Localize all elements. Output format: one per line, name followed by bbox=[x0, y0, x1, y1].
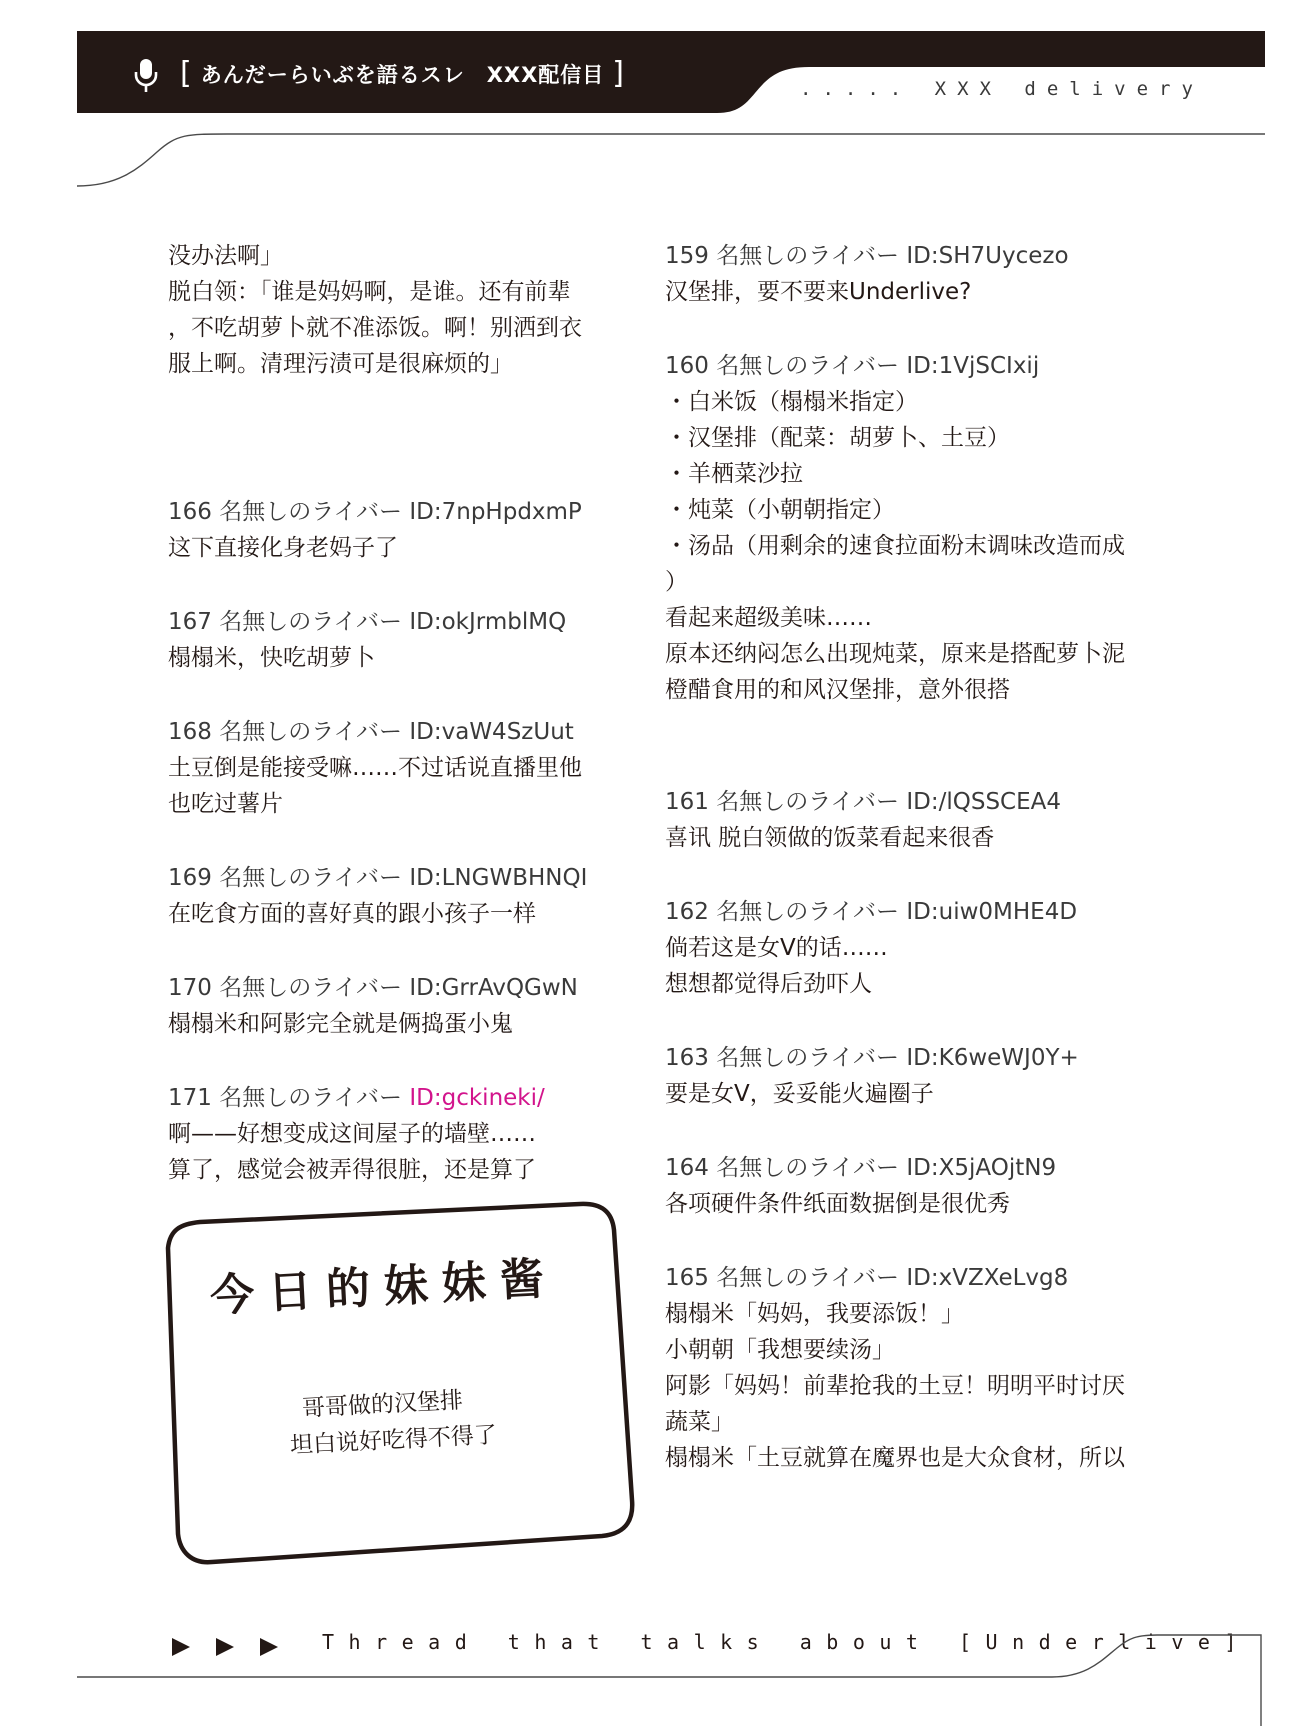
post-body: 啊——好想变成这间屋子的墙壁…… bbox=[168, 1121, 536, 1147]
note-box-line: 坦白说好吃得不得了 bbox=[289, 1422, 498, 1459]
post-header bbox=[168, 1080, 618, 1116]
post-body: 算了，感觉会被弄得很脏，还是算了 bbox=[168, 1157, 536, 1183]
post-body: ・汤品（用剩余的速食拉面粉末调味改造而成 bbox=[665, 533, 1125, 559]
header-divider-curve bbox=[77, 130, 1267, 190]
post-164 bbox=[665, 1150, 1165, 1222]
post-168 bbox=[168, 714, 618, 822]
post-body: 小朝朝「我想要续汤」 bbox=[665, 1337, 895, 1363]
post-body: ・汉堡排（配菜：胡萝卜、土豆） bbox=[665, 425, 1010, 451]
note-box-line: 哥哥做的汉堡排 bbox=[301, 1387, 464, 1422]
right-column bbox=[665, 238, 1165, 1476]
post-header: 166 名無しのライバー ID:7npHpdxmP bbox=[168, 499, 582, 525]
post-161 bbox=[665, 784, 1165, 856]
note-box-title: 今日的妹妹酱 bbox=[208, 1252, 560, 1322]
post-body: 原本还纳闷怎么出现炖菜，原来是搭配萝卜泥 bbox=[665, 641, 1125, 667]
text-line: 脱白领：「谁是妈妈啊，是谁。还有前辈 bbox=[168, 279, 571, 305]
post-body: ） bbox=[665, 569, 688, 595]
post-body: 榻榻米「土豆就算在魔界也是大众食材，所以 bbox=[665, 1445, 1125, 1471]
post-body: 阿影「妈妈！前辈抢我的土豆！明明平时讨厌 bbox=[665, 1373, 1125, 1399]
left-column bbox=[168, 238, 618, 1188]
post-165 bbox=[665, 1260, 1165, 1476]
post-body: 要是女V，妥妥能火遍圈子 bbox=[665, 1081, 934, 1107]
post-body: 汉堡排，要不要来Underlive? bbox=[665, 279, 972, 305]
post-body: 这下直接化身老妈子了 bbox=[168, 535, 398, 561]
post-159 bbox=[665, 238, 1165, 310]
post-body: ・羊栖菜沙拉 bbox=[665, 461, 803, 487]
post-header: 163 名無しのライバー ID:K6weWJ0Y+ bbox=[665, 1045, 1079, 1071]
post-header: 170 名無しのライバー ID:GrrAvQGwN bbox=[168, 975, 578, 1001]
text-line: 没办法啊」 bbox=[168, 243, 283, 269]
post-body: 也吃过薯片 bbox=[168, 791, 283, 817]
header-title bbox=[172, 56, 633, 92]
post-header: 161 名無しのライバー ID:/lQSSCEA4 bbox=[665, 789, 1062, 815]
post-body: ・白米饭（榻榻米指定） bbox=[665, 389, 918, 415]
post-body: 榻榻米和阿影完全就是俩捣蛋小鬼 bbox=[168, 1011, 513, 1037]
post-number-name: 171 名無しのライバー bbox=[168, 1085, 410, 1111]
post-header: 160 名無しのライバー ID:1VjSCIxij bbox=[665, 353, 1040, 379]
post-163 bbox=[665, 1040, 1165, 1112]
post-body: 橙醋食用的和风汉堡排，意外很搭 bbox=[665, 677, 1010, 703]
post-170 bbox=[168, 970, 618, 1042]
post-body: 想想都觉得后劲吓人 bbox=[665, 971, 872, 997]
post-body: 榻榻米，快吃胡萝卜 bbox=[168, 645, 375, 671]
thread-title: あんだーらいぶを語るスレ XXX配信目 bbox=[200, 63, 605, 87]
post-162 bbox=[665, 894, 1165, 1002]
text-line: ，不吃胡萝卜就不准添饭。啊！别洒到衣 bbox=[168, 315, 582, 341]
header-subtitle: ..... XXX delivery bbox=[800, 78, 1204, 100]
post-header: 164 名無しのライバー ID:X5jAOjtN9 bbox=[665, 1155, 1057, 1181]
post-body: 榻榻米「妈妈，我要添饭！」 bbox=[665, 1301, 964, 1327]
post-body: 土豆倒是能接受嘛……不过话说直播里他 bbox=[168, 755, 582, 781]
post-160 bbox=[665, 348, 1165, 708]
post-header: 167 名無しのライバー ID:okJrmblMQ bbox=[168, 609, 567, 635]
post-167 bbox=[168, 604, 618, 676]
text-line: 服上啊。清理污渍可是很麻烦的」 bbox=[168, 351, 513, 377]
post-body: 看起来超级美味…… bbox=[665, 605, 872, 631]
post-body: 蔬菜」 bbox=[665, 1409, 734, 1435]
microphone-icon bbox=[133, 58, 159, 94]
post-body: 喜讯 脱白领做的饭菜看起来很香 bbox=[665, 825, 995, 851]
footer-divider-curve bbox=[77, 1630, 1267, 1730]
post-body: ・炖菜（小朝朝指定） bbox=[665, 497, 895, 523]
post-header: 162 名無しのライバー ID:uiw0MHE4D bbox=[665, 899, 1078, 925]
post-header: 169 名無しのライバー ID:LNGWBHNQI bbox=[168, 865, 588, 891]
bracket-open: [ bbox=[180, 55, 193, 91]
bracket-close: ] bbox=[612, 55, 626, 91]
post-id-highlight: ID:gckineki/ bbox=[409, 1085, 545, 1111]
post-body: 倘若这是女V的话…… bbox=[665, 935, 888, 961]
post-header: 168 名無しのライバー ID:vaW4SzUut bbox=[168, 719, 574, 745]
post-header: 159 名無しのライバー ID:SH7Uycezo bbox=[665, 243, 1069, 269]
footer-text: Thread that talks about [Underlive] bbox=[322, 1630, 1251, 1654]
post-body: 在吃食方面的喜好真的跟小孩子一样 bbox=[168, 901, 536, 927]
post-171 bbox=[168, 1080, 618, 1188]
post-header: 165 名無しのライバー ID:xVZXeLvg8 bbox=[665, 1265, 1069, 1291]
post-169 bbox=[168, 860, 618, 932]
post-body: 各项硬件条件纸面数据倒是很优秀 bbox=[665, 1191, 1010, 1217]
post-166 bbox=[168, 494, 618, 566]
